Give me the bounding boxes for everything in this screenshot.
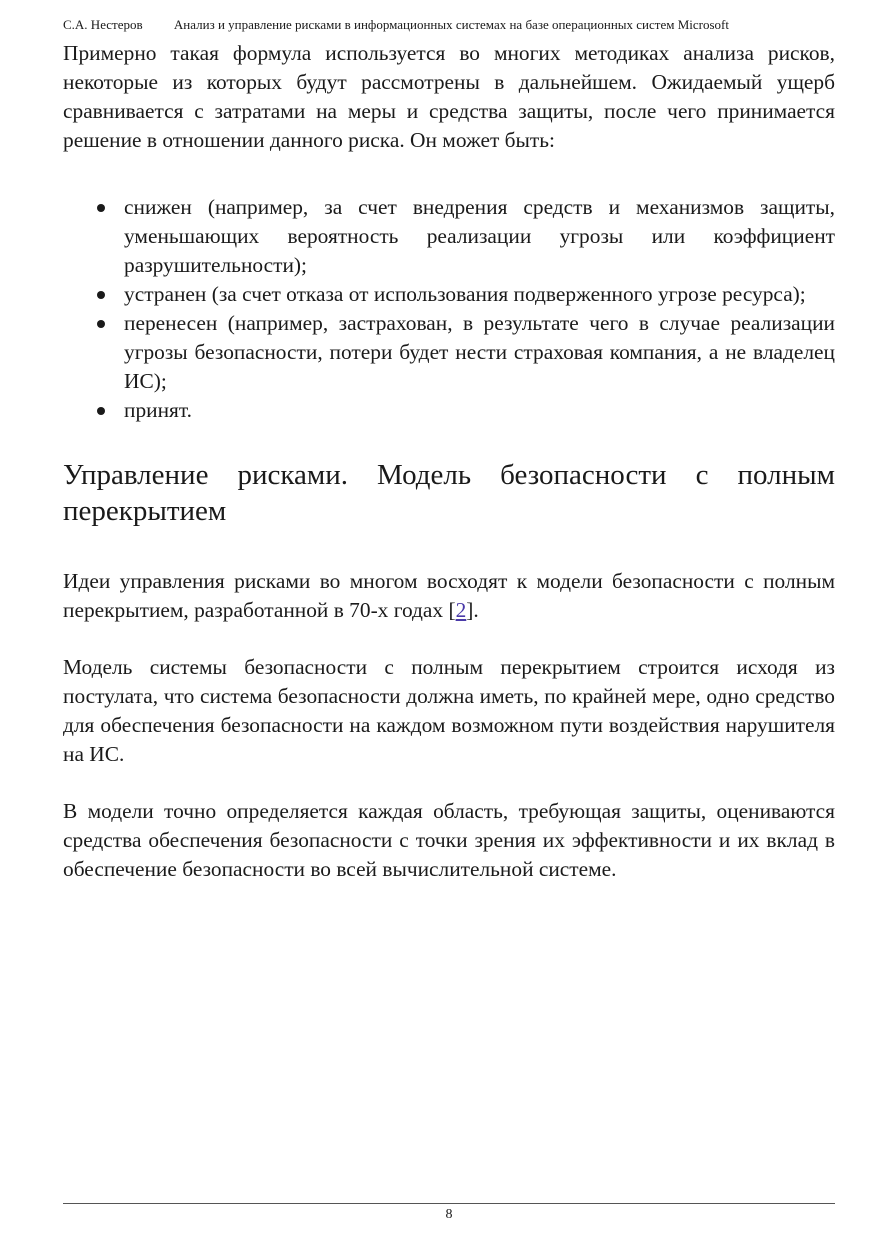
section-heading: Управление рисками. Модель безопасности с полным перекрытием [63, 459, 835, 527]
reference-link[interactable]: 2 [455, 598, 467, 622]
list-item-text: снижен (например, за счет внедрения средств и механизмов защиты, уменьшающих вероятность реализации угрозы или коэффициент разрушительности); [124, 195, 835, 277]
list-item [63, 309, 835, 396]
risk-options-list [63, 193, 835, 425]
paragraph-text: Идеи управления рисками во многом восходят к модели безопасности с полным перекрытием, разработанной в 70-х годах [ [63, 569, 835, 622]
bullet-icon [97, 320, 105, 328]
list-item [63, 396, 835, 425]
list-item-text: перенесен (например, застрахован, в результате чего в случае реализации угрозы безопасности, потери будет нести страховая компания, а не владелец ИС); [124, 311, 835, 393]
bullet-icon [97, 204, 105, 212]
list-item-text: принят. [124, 398, 192, 422]
list-item [63, 280, 835, 309]
list-item [63, 193, 835, 280]
page-number: 8 [445, 1207, 453, 1222]
intro-paragraph: Примерно такая формула используется во многих методиках анализа рисков, некоторые из которых будут рассмотрены в дальнейшем. Ожидаемый ущерб сравнивается с затратами на меры и средства защиты, после чего принимается решение в отношении данного риска. Он может быть: [63, 41, 835, 152]
page-content [63, 39, 835, 884]
section-paragraph-2: Модель системы безопасности с полным перекрытием строится исходя из постулата, что система безопасности должна иметь, по крайней мере, одно средство для обеспечения безопасности на каждом возможном пути воздействия нарушителя на ИС. [63, 655, 835, 766]
footer-divider [63, 1203, 835, 1204]
bullet-icon [97, 407, 105, 415]
section-paragraph-1 [63, 567, 835, 625]
running-header [63, 16, 835, 34]
header-author: С.А. Нестеров [63, 17, 143, 32]
list-item-text: устранен (за счет отказа от использования подверженного угрозе ресурса); [124, 282, 806, 306]
bullet-icon [97, 291, 105, 299]
paragraph-text: ]. [466, 598, 479, 622]
header-title: Анализ и управление рисками в информационных системах на базе операционных систем Microsoft [173, 17, 729, 32]
section-paragraph-3: В модели точно определяется каждая область, требующая защиты, оцениваются средства обеспечения безопасности с точки зрения их эффективности и их вклад в обеспечение безопасности во всей вычислительной системе. [63, 799, 835, 881]
